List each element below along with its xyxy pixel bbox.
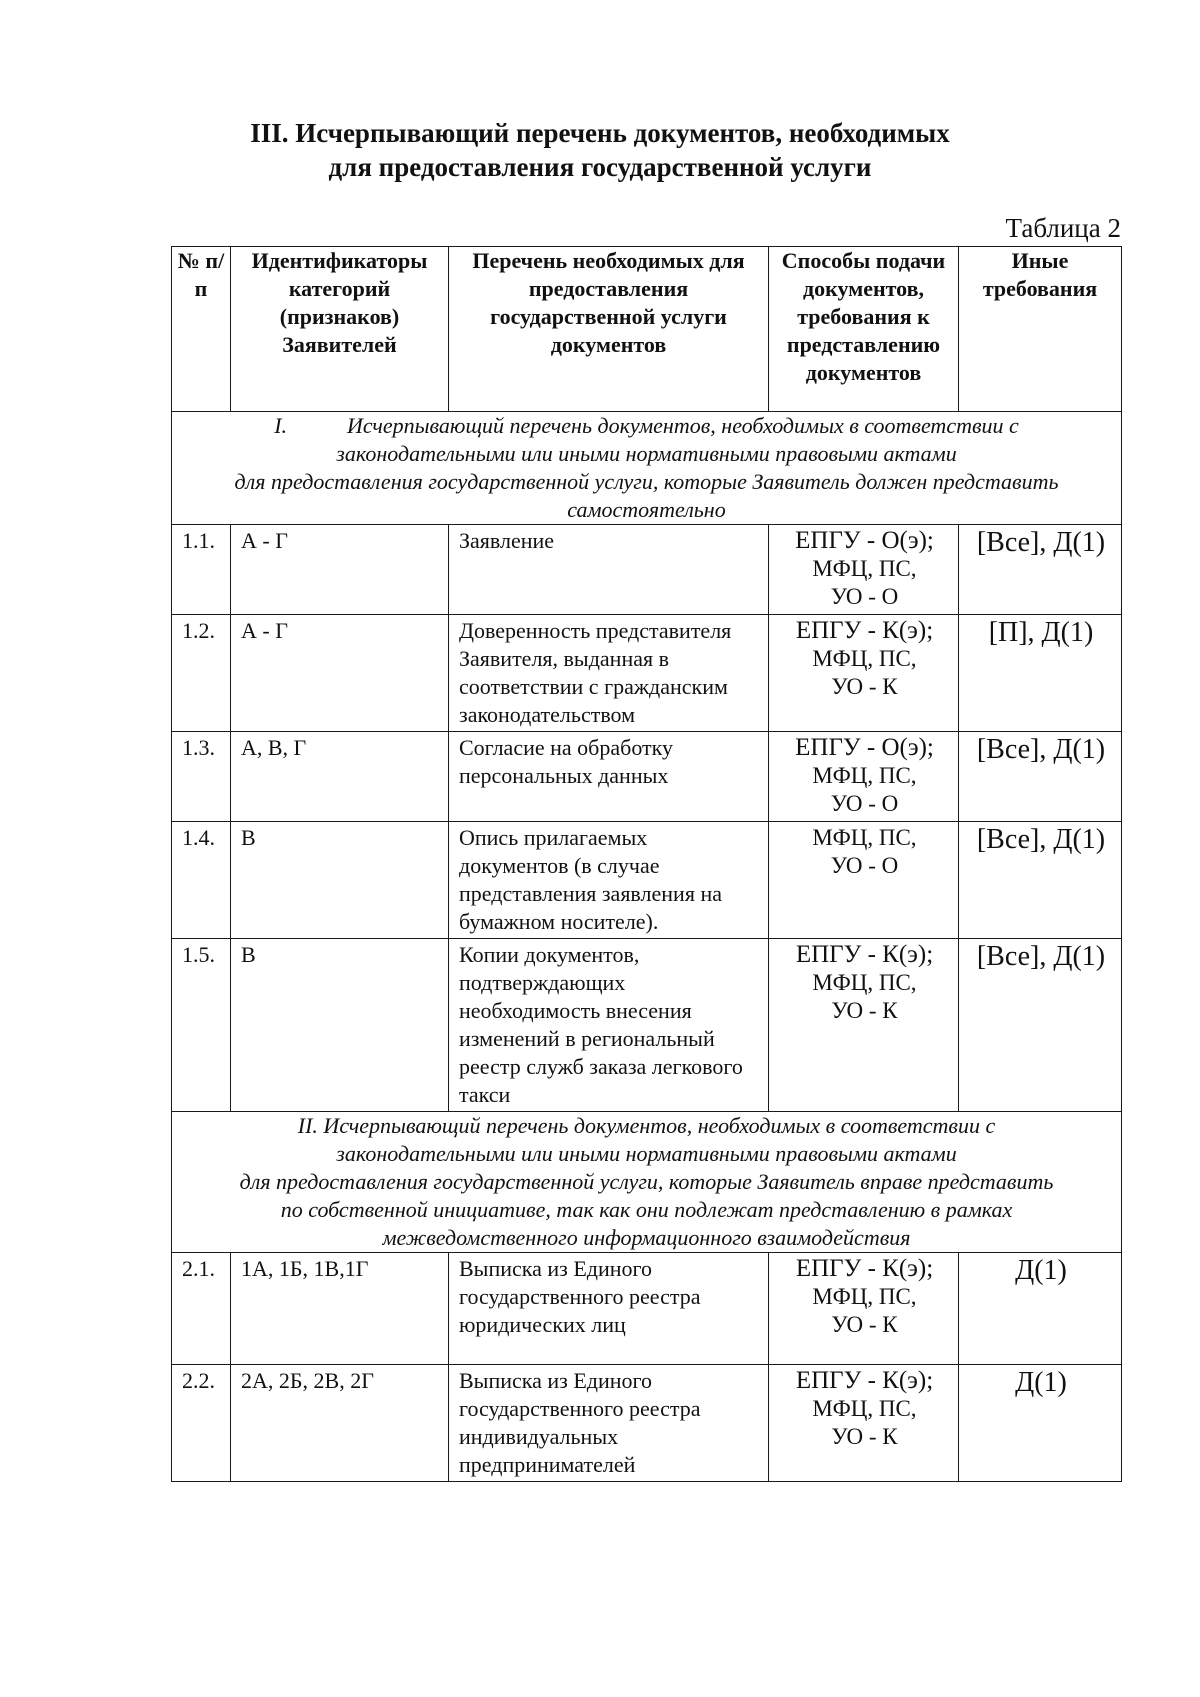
row-document: Опись прилагаемых документов (в случае представления заявления на бумажном носителе). [449, 822, 769, 939]
section-2-line-2: законодательными или иными нормативными правовыми актами [336, 1141, 957, 1166]
section-2-line-3: для предоставления государственной услуги, которые Заявитель вправе представить [239, 1169, 1054, 1194]
row-requirements: [Все], Д(1) [959, 822, 1122, 939]
row-requirements: Д(1) [959, 1365, 1122, 1482]
row-identifiers: В [231, 822, 449, 939]
table-row [172, 1365, 1122, 1482]
row-num: 1.3. [172, 732, 231, 822]
row-document: Заявление [449, 525, 769, 615]
row-document: Выписка из Единого государственного реестра индивидуальных предпринимателей [449, 1365, 769, 1482]
row-identifiers: 1А, 1Б, 1В,1Г [231, 1253, 449, 1365]
row-num: 1.1. [172, 525, 231, 615]
method-line: УО - К [831, 1424, 898, 1449]
table-row [172, 1253, 1122, 1365]
title-line-1: III. Исчерпывающий перечень документов, необходимых [250, 118, 950, 148]
section-1-prefix: I. [274, 413, 288, 438]
method-line: ЕПГУ - О(э); [795, 527, 934, 554]
header-num: № п/п [172, 247, 231, 412]
section-1-heading [172, 412, 1122, 525]
row-requirements: [П], Д(1) [959, 615, 1122, 732]
table-row [172, 732, 1122, 822]
method-line: УО - О [830, 791, 899, 816]
row-methods [769, 1253, 959, 1365]
documents-table [171, 246, 1122, 1482]
method-line: МФЦ, ПС, [812, 970, 917, 995]
table-caption: Таблица 2 [1005, 213, 1121, 243]
row-num: 1.4. [172, 822, 231, 939]
method-line: УО - О [830, 853, 899, 878]
method-line: МФЦ, ПС, [812, 825, 917, 850]
row-num: 2.2. [172, 1365, 231, 1482]
section-1-line-4: самостоятельно [567, 497, 726, 522]
table-header-row [172, 247, 1122, 412]
section-row-1 [172, 412, 1122, 525]
row-requirements: [Все], Д(1) [959, 732, 1122, 822]
page-title [0, 116, 1200, 184]
row-num: 2.1. [172, 1253, 231, 1365]
row-methods [769, 1365, 959, 1482]
row-methods [769, 615, 959, 732]
row-document: Согласие на обработку персональных данных [449, 732, 769, 822]
row-methods [769, 939, 959, 1112]
section-2-heading [172, 1112, 1122, 1253]
row-requirements: [Все], Д(1) [959, 525, 1122, 615]
method-line: ЕПГУ - К(э); [795, 1367, 934, 1394]
table-row [172, 822, 1122, 939]
header-identifiers: Идентификаторы категорий (признаков) Заявителей [231, 247, 449, 412]
row-identifiers: В [231, 939, 449, 1112]
header-documents: Перечень необходимых для предоставления государственной услуги документов [449, 247, 769, 412]
method-line: МФЦ, ПС, [812, 763, 917, 788]
row-identifiers: А, В, Г [231, 732, 449, 822]
method-line: ЕПГУ - К(э); [795, 941, 934, 968]
row-document: Копии документов, подтверждающих необходимость внесения изменений в региональный реестр служб заказа легкового такси [449, 939, 769, 1112]
method-line: УО - К [831, 674, 898, 699]
row-methods [769, 732, 959, 822]
row-document: Доверенность представителя Заявителя, выданная в соответствии с гражданским законодательством [449, 615, 769, 732]
section-1-line-1-text: Исчерпывающий перечень документов, необходимых в соответствии с [347, 413, 1019, 438]
table-row [172, 939, 1122, 1112]
row-requirements: [Все], Д(1) [959, 939, 1122, 1112]
section-1-line-1 [180, 412, 1113, 440]
method-line: МФЦ, ПС, [812, 556, 917, 581]
method-line: УО - К [831, 998, 898, 1023]
row-num: 1.5. [172, 939, 231, 1112]
table-row [172, 525, 1122, 615]
section-row-2 [172, 1112, 1122, 1253]
row-requirements: Д(1) [959, 1253, 1122, 1365]
section-1-line-3: для предоставления государственной услуги, которые Заявитель должен представить [234, 469, 1059, 494]
table-row [172, 615, 1122, 732]
method-line: МФЦ, ПС, [812, 646, 917, 671]
method-line: МФЦ, ПС, [812, 1284, 917, 1309]
section-2-line-5: межведомственного информационного взаимодействия [382, 1225, 911, 1250]
section-2-line-4: по собственной инициативе, так как они подлежат представлению в рамках [280, 1197, 1013, 1222]
header-methods: Способы подачи документов, требования к представлению документов [769, 247, 959, 412]
method-line: УО - О [830, 584, 899, 609]
method-line: ЕПГУ - К(э); [795, 1255, 934, 1282]
row-identifiers: А - Г [231, 615, 449, 732]
section-1-line-2: законодательными или иными нормативными правовыми актами [336, 441, 957, 466]
method-line: УО - К [831, 1312, 898, 1337]
method-line: ЕПГУ - О(э); [795, 734, 934, 761]
row-num: 1.2. [172, 615, 231, 732]
row-document: Выписка из Единого государственного реестра юридических лиц [449, 1253, 769, 1365]
method-line: МФЦ, ПС, [812, 1396, 917, 1421]
row-identifiers: А - Г [231, 525, 449, 615]
row-methods [769, 525, 959, 615]
row-identifiers: 2А, 2Б, 2В, 2Г [231, 1365, 449, 1482]
title-line-2: для предоставления государственной услуги [328, 152, 872, 182]
row-methods [769, 822, 959, 939]
method-line: ЕПГУ - К(э); [795, 617, 934, 644]
section-2-line-1: II. Исчерпывающий перечень документов, необходимых в соответствии с [297, 1113, 996, 1138]
header-other-requirements: Иные требования [959, 247, 1122, 412]
